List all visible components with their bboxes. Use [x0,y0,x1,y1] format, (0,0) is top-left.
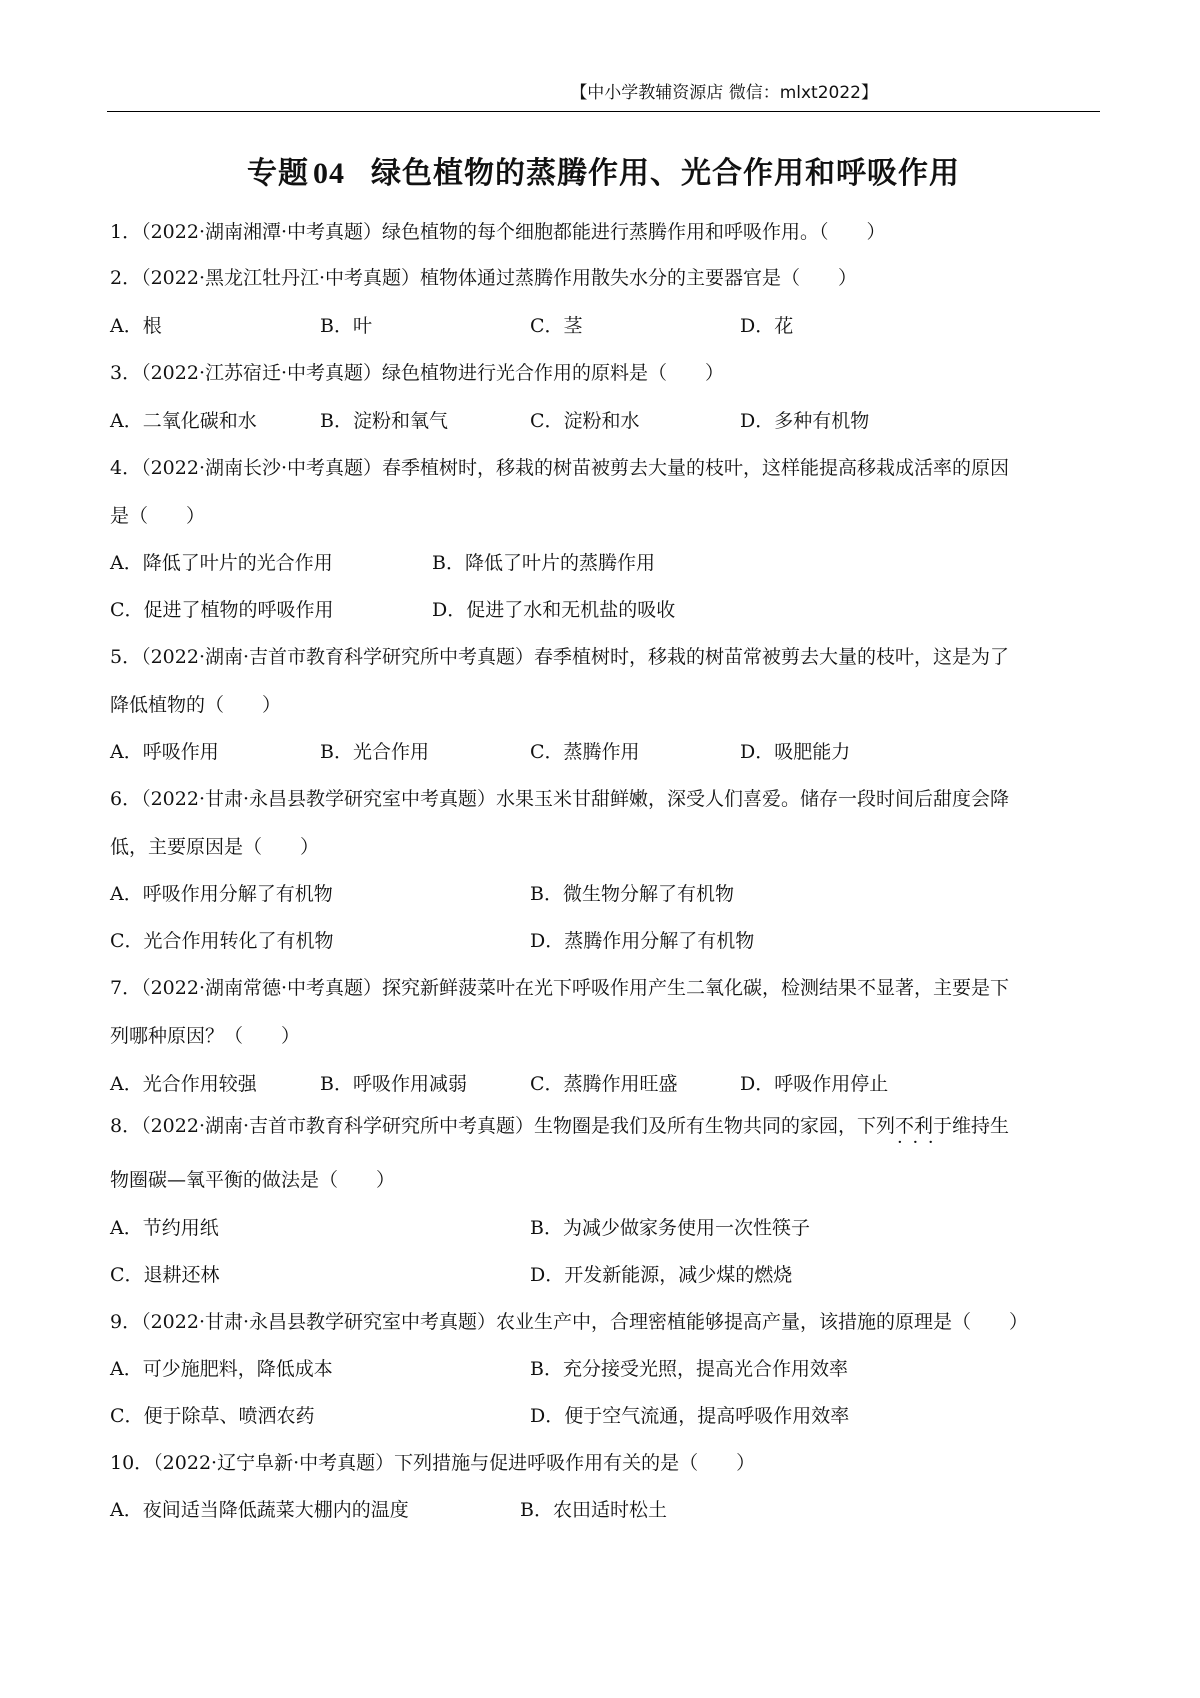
title-number: 04 [313,157,345,190]
question-8-text-tail: 维持生 [952,1115,1010,1137]
title-text: 绿色植物的蒸腾作用、光合作用和呼吸作用 [371,156,960,191]
option-d: D．多种有机物 [740,410,870,432]
option-d: D．花 [740,315,794,337]
option-c: C．光合作用转化了有机物 [110,930,334,952]
option-d: D．便于空气流通，提高呼吸作用效率 [530,1405,850,1427]
option-c: C．蒸腾作用 [530,741,640,763]
option-a: A．节约用纸 [110,1217,219,1239]
emphasis-text: 不利于 · · · [895,1115,952,1137]
option-b: B．叶 [320,315,372,337]
page-header: 【中小学教辅资源店 微信：mlxt2022】 [570,83,878,103]
option-c: C．淀粉和水 [530,410,640,432]
question-10-text: 10．（2022·辽宁阜新·中考真题）下列措施与促进呼吸作用有关的是（ ） [110,1452,756,1474]
question-1-text: 1．（2022·湖南湘潭·中考真题）绿色植物的每个细胞都能进行蒸腾作用和呼吸作用。（ ） [110,221,886,243]
option-d: D．开发新能源，减少煤的燃烧 [530,1264,793,1286]
title-prefix: 专题 [247,156,309,191]
option-b: B．农田适时松土 [520,1499,667,1521]
option-b: B．淀粉和氧气 [320,410,448,432]
page-title [107,148,1100,192]
question-3-text: 3．（2022·江苏宿迁·中考真题）绿色植物进行光合作用的原料是（ ） [110,362,725,384]
option-a: A．可少施肥料，降低成本 [110,1358,333,1380]
option-b: B．降低了叶片的蒸腾作用 [432,552,655,574]
option-b: B．为减少做家务使用一次性筷子 [530,1217,810,1239]
question-9-text: 9．（2022·甘肃·永昌县教学研究室中考真题）农业生产中，合理密植能够提高产量，该措施的原理是（ ） [110,1311,1029,1333]
option-b: B．微生物分解了有机物 [530,883,734,905]
option-a: A．呼吸作用分解了有机物 [110,883,333,905]
option-c: C．便于除草、喷洒农药 [110,1405,315,1427]
question-6-text: 6．（2022·甘肃·永昌县教学研究室中考真题）水果玉米甘甜鲜嫩，深受人们喜爱。储存一段时间后甜度会降 [110,788,1010,810]
question-7-text-cont: 列哪种原因？（ ） [110,1025,301,1047]
question-4-text-cont: 是（ ） [110,505,206,527]
question-8-text-main: 8．（2022·湖南·吉首市教育科学研究所中考真题）生物圈是我们及所有生物共同的家园，下列 [110,1115,896,1137]
question-5-text: 5．（2022·湖南·吉首市教育科学研究所中考真题）春季植树时，移栽的树苗常被剪去大量的枝叶，这是为了 [110,646,1010,668]
option-d: D．呼吸作用停止 [740,1073,889,1095]
option-b: B．呼吸作用减弱 [320,1073,467,1095]
question-6-text-cont: 低，主要原因是（ ） [110,836,320,858]
option-c: C．茎 [530,315,583,337]
question-7-text: 7．（2022·湖南常德·中考真题）探究新鲜菠菜叶在光下呼吸作用产生二氧化碳，检测结果不显著，主要是下 [110,977,1010,999]
question-8-text-cont: 物圈碳—氧平衡的做法是（ ） [110,1169,396,1191]
option-a: A．夜间适当降低蔬菜大棚内的温度 [110,1499,409,1521]
option-a: A．二氧化碳和水 [110,410,257,432]
question-8-text [110,1114,1009,1138]
option-b: B．充分接受光照，提高光合作用效率 [530,1358,848,1380]
option-b: B．光合作用 [320,741,429,763]
option-a: A．光合作用较强 [110,1073,257,1095]
option-c: C．退耕还林 [110,1264,220,1286]
option-d: D．吸肥能力 [740,741,851,763]
option-a: A．降低了叶片的光合作用 [110,552,333,574]
option-c: C．蒸腾作用旺盛 [530,1073,678,1095]
question-5-text-cont: 降低植物的（ ） [110,694,282,716]
option-d: D．促进了水和无机盐的吸收 [432,599,676,621]
question-2-text: 2．（2022·黑龙江牡丹江·中考真题）植物体通过蒸腾作用散失水分的主要器官是（ ） [110,267,858,289]
option-c: C．促进了植物的呼吸作用 [110,599,334,621]
option-d: D．蒸腾作用分解了有机物 [530,930,755,952]
question-4-text: 4．（2022·湖南长沙·中考真题）春季植树时，移栽的树苗被剪去大量的枝叶，这样能提高移栽成活率的原因 [110,457,1010,479]
header-divider [107,111,1100,112]
option-a: A．根 [110,315,162,337]
option-a: A．呼吸作用 [110,741,219,763]
